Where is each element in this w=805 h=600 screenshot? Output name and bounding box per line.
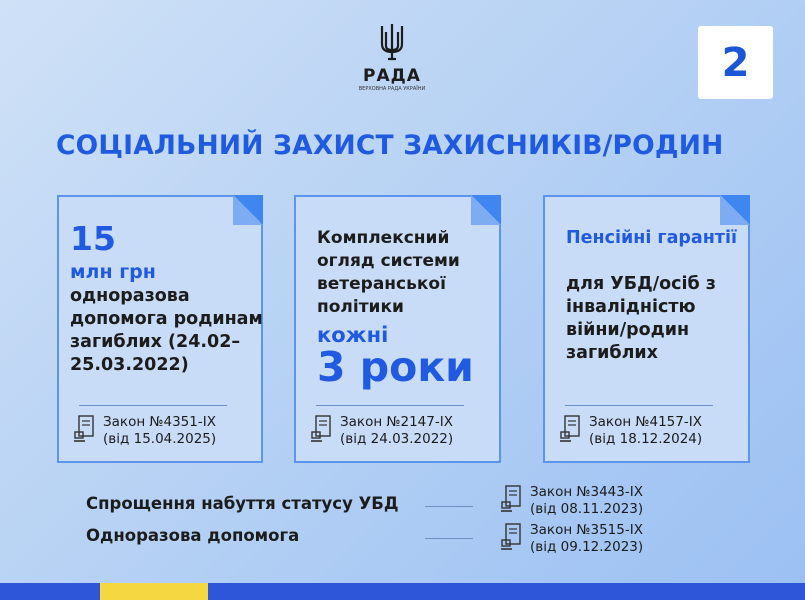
document-stamp-icon [500,522,522,554]
law-number: Закон №4157-IX [589,414,702,430]
divider [425,538,473,539]
page-title: СОЦІАЛЬНИЙ ЗАХИСТ ЗАХИСНИКІВ/РОДИН [56,130,724,161]
bottom-label-status: Спрощення набуття статусу УБД [86,494,399,513]
law-reference [310,405,494,448]
page-number-badge: 2 [698,26,773,99]
law-date: (від 24.03.2022) [340,431,454,447]
law-number: Закон №3443-IX [530,484,643,500]
card-description: одноразова допомога родинам загиблих (24.02–25.03.2022) [70,286,263,375]
flag-strip-yellow [100,583,208,600]
trident-icon [379,22,405,62]
document-stamp-icon [310,414,332,446]
rada-logo [352,22,432,92]
card-unit: млн грн [70,261,156,283]
corner-fold-icon [233,195,263,225]
card-frequency-word: кожні [317,323,389,347]
card-description: Комплексний огляд системи ветеранської політики [317,228,460,317]
card-years: 3 роки [317,343,474,391]
info-card-payment [57,195,263,463]
law-date: (від 18.12.2024) [589,431,703,447]
flag-strip [0,583,805,600]
document-stamp-icon [73,414,95,446]
card-number: 15 [70,219,116,258]
document-stamp-icon [559,414,581,446]
corner-fold-icon [471,195,501,225]
law-number: Закон №4351-IX [103,414,216,430]
info-card-pension [543,195,750,463]
divider [316,405,464,406]
logo-subtitle: ВЕРХОВНА РАДА УКРАЇНИ [358,86,426,92]
divider [425,506,473,507]
law-date: (від 09.12.2023) [530,539,644,555]
law-reference [500,484,643,518]
law-date: (від 08.11.2023) [530,501,644,517]
bottom-label-payment: Одноразова допомога [86,526,300,545]
divider [79,405,227,406]
card-highlight: Пенсійні гарантії [566,228,737,248]
law-number: Закон №2147-IX [340,414,453,430]
corner-fold-icon [720,195,750,225]
law-reference [559,405,743,448]
law-reference [73,405,257,448]
law-number: Закон №3515-IX [530,522,643,538]
info-card-review [294,195,501,463]
document-stamp-icon [500,484,522,516]
divider [565,405,713,406]
law-reference [500,522,643,556]
card-description: для УБД/осіб з інвалідністю війни/родин загиблих [566,274,716,363]
logo-word: РАДА [363,66,421,86]
law-date: (від 15.04.2025) [103,431,217,447]
